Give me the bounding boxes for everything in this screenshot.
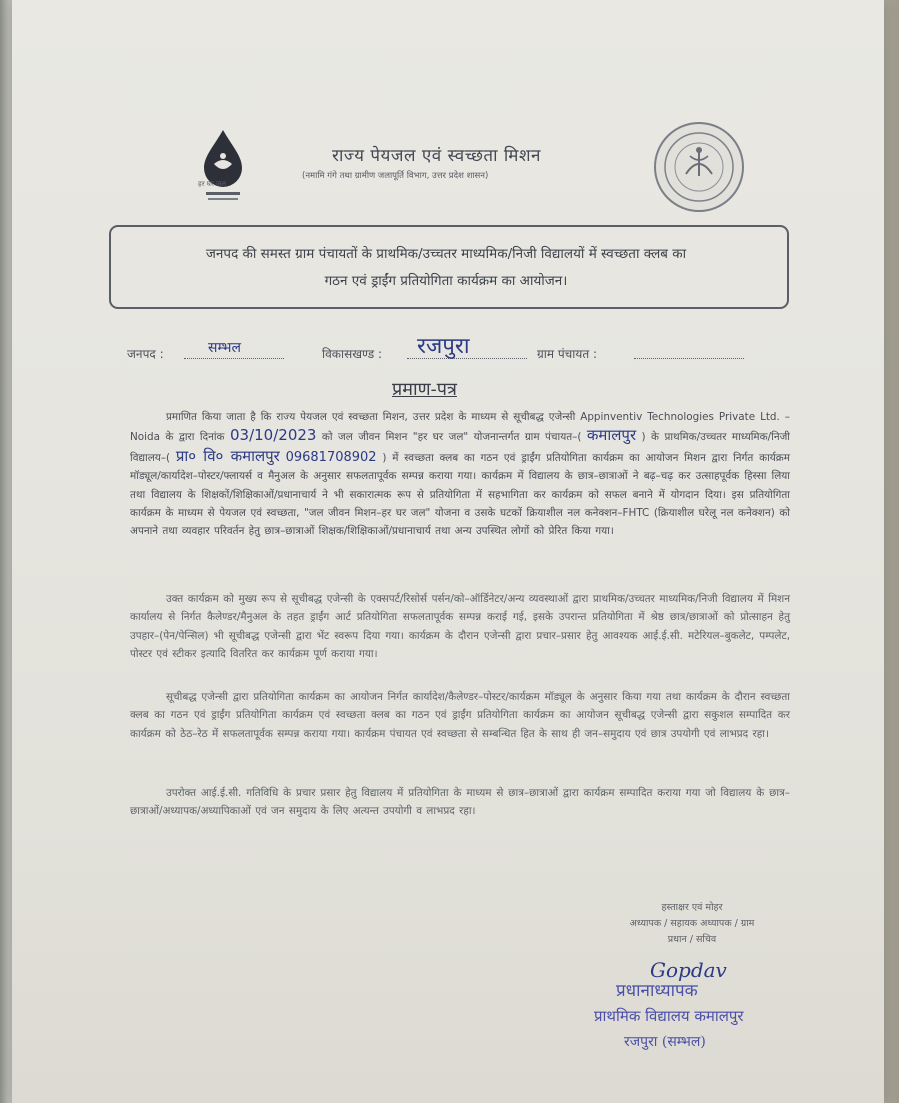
panchayat-label: ग्राम पंचायत : bbox=[537, 347, 598, 361]
certificate-paragraph-4: उपरोक्त आई.ई.सी. गतिविधि के प्रचार प्रसार हेतु विद्यालय में प्रतियोगिता के माध्यम से छात्र–छात्राओं द्वारा कार्यक्रम सम्पादित कराया गया जो विद्यालय के छात्र–छात्राओं/अध्यापक/अध्यापिकाओं एवं जन समुदाय के लिए अत्यन्त उपयोगी व लाभप्रद रहा। bbox=[130, 787, 790, 818]
up-government-emblem bbox=[654, 122, 744, 212]
subject-line-2: गठन एवं ड्राईंग प्रतियोगिता कार्यक्रम का आयोजन। bbox=[324, 273, 568, 289]
signature-caption-3: प्रधान / सचिव bbox=[667, 934, 717, 945]
district-label: जनपद : bbox=[127, 347, 164, 361]
block-value: रजपुरा bbox=[417, 334, 470, 359]
signature-caption-1: हस्ताक्षर एवं मोहर bbox=[661, 902, 723, 913]
signature-caption-2: अध्यापक / सहायक अध्यापक / ग्राम bbox=[629, 918, 755, 929]
para1b-text: को जल जीवन मिशन "हर घर जल" योजनान्तर्गत ग्राम पंचायत–( bbox=[321, 431, 582, 444]
emblem-icon bbox=[656, 124, 742, 210]
subject-text bbox=[121, 241, 771, 295]
certificate-paragraph-2: उक्त कार्यक्रम को मुख्य रूप से सूचीबद्ध एजेन्सी के एक्सपर्ट/रिसोर्स पर्सन/को–ऑर्डिनेटर/अन्य व्यवस्थाओं द्वारा प्राथमिक/उच्चतर माध्यमिक/निजी विद्यालय में मिशन कार्यालय से निर्गत कैलेण्डर/मैनुअल के तहत ड्राईंग आर्ट प्रतियोगिता सफलतापूर्वक सम्पन्न कराई गई, इसके उपरान्त प्रतियोगिता में श्रेष्ठ छात्र/छात्राओं को प्रोत्साहन हेतु उपहार–(पेन/पेन्सिल) भी सूचीबद्ध एजेन्सी द्वारा भेंट स्वरूप दिया गया। कार्यक्रम के दौरान एजेन्सी द्वारा प्रचार–प्रसार हेतु आवश्यक आई.ई.सी. मटेरियल–बुकलेट, पम्पलेट, पोस्टर एवं स्टीकर इत्यादि वितरित कर कार्यक्रम पूर्ण कराया गया। bbox=[130, 593, 790, 661]
subject-line-1: जनपद की समस्त ग्राम पंचायतों के प्राथमिक/उच्चतर माध्यमिक/निजी विद्यालयों में स्वच्छता क्लब का bbox=[205, 246, 687, 262]
subject-box bbox=[109, 225, 789, 309]
water-drop-logo bbox=[194, 128, 252, 208]
para1-text: प्रमाणित किया जाता है कि राज्य पेयजल एवं स्वच्छता मिशन, उत्तर प्रदेश के माध्यम से सूचीबद्ध एजेन्सी Appinventiv Technologies Private Ltd. – Noida के द्वारा दिनांक bbox=[130, 411, 790, 444]
para1c-text: ) के प्राथमिक/उच्चतर माध्यमिक/निजी विद्यालय–( bbox=[130, 431, 790, 464]
signature-block bbox=[587, 900, 797, 948]
district-value: सम्भल bbox=[208, 340, 241, 356]
block-label: विकासखण्ड : bbox=[322, 347, 383, 361]
stamp-location: रजपुरा (सम्भल) bbox=[624, 1034, 706, 1050]
para1d-text: ) में स्वच्छता क्लब का गठन एवं ड्राईंग प्रतियोगिता कार्यक्रम का आयोजन मिशन द्वारा निर्गत कार्यक्रम मॉड्यूल/कार्यादेश–पोस्टर/फ्लायर्स व मैनुअल के अनुसार सफलतापूर्वक सम्पन्न कराया गया। कार्यक्रम में विद्यालय के छात्र–छात्राओं ने बढ़–चढ़ कर उत्साहपूर्वक हिस्सा लिया तथा विद्यालय के शिक्षकों/शिक्षिकाओं/प्रधानाचार्य ने भी सकारात्मक रूप से प्रतियोगिता में सहभागिता कर कार्यक्रम को सफल बनाने में योगदान दिया। इस प्रतियोगिता कार्यक्रम के माध्यम से पेयजल एवं स्वच्छता, "जल जीवन मिशन–हर घर जल" योजना व उसके घटकों क्रियाशील नल कनेक्शन–FHTC (क्रियाशील घरेलू नल कनेक्शन) को अपनाने तथा व्यवहार परिवर्तन हेतु छात्र–छात्राओं शिक्षक/शिक्षिकाओं/प्रधानाचार्य तथा अन्य उपस्थित लोगों को प्रेरित किया गया। bbox=[130, 451, 790, 538]
stamp-designation: प्रधानाध्यापक bbox=[616, 981, 698, 1001]
certificate-title: प्रमाण-पत्र bbox=[392, 379, 457, 400]
school-value: प्रा० वि० कमालपुर bbox=[175, 446, 280, 465]
certificate-paragraph-1 bbox=[130, 408, 790, 541]
logo-caption: हर घर जल bbox=[198, 180, 226, 188]
certificate-paragraph-3: सूचीबद्ध एजेन्सी द्वारा प्रतियोगिता कार्यक्रम का आयोजन निर्गत कार्यादेश/कैलेण्डर–पोस्टर/कार्यक्रम मॉड्यूल के अनुसार किया गया तथा कार्यक्रम के दौरान स्वच्छता क्लब का गठन एवं ड्राईंग प्रतियोगिता कार्यक्रम एवं स्वच्छता क्लब का गठन एवं ड्राईंग प्रतियोगिता कार्यक्रम का आयोजन सूचीबद्ध एजेन्सी द्वारा सकुशल सम्पादित कर कार्यक्रम को ठेठ–रेठ में सफलतापूर्वक सम्पन्न कराया गया। कार्यक्रम पंचायत एवं स्वच्छता से सम्बन्धित हित के साथ ही जन–समुदाय एवं छात्र उपयोगी एवं लाभप्रद रहा। bbox=[130, 691, 790, 740]
org-subtitle: (नमामि गंगे तथा ग्रामीण जलापूर्ति विभाग, उत्तर प्रदेश शासन) bbox=[302, 171, 489, 181]
date-value: 03/10/2023 bbox=[230, 426, 317, 445]
panchayat-line bbox=[634, 358, 744, 359]
certificate-paper bbox=[12, 0, 884, 1103]
district-line bbox=[184, 358, 284, 359]
stamp-school: प्राथमिक विद्यालय कमालपुर bbox=[594, 1007, 744, 1025]
org-title: राज्य पेयजल एवं स्वच्छता मिशन bbox=[332, 146, 541, 166]
village-value: कमालपुर bbox=[586, 426, 637, 445]
phone-value: 09681708902 bbox=[285, 449, 377, 465]
handwritten-signature: Gopdav bbox=[650, 958, 727, 982]
